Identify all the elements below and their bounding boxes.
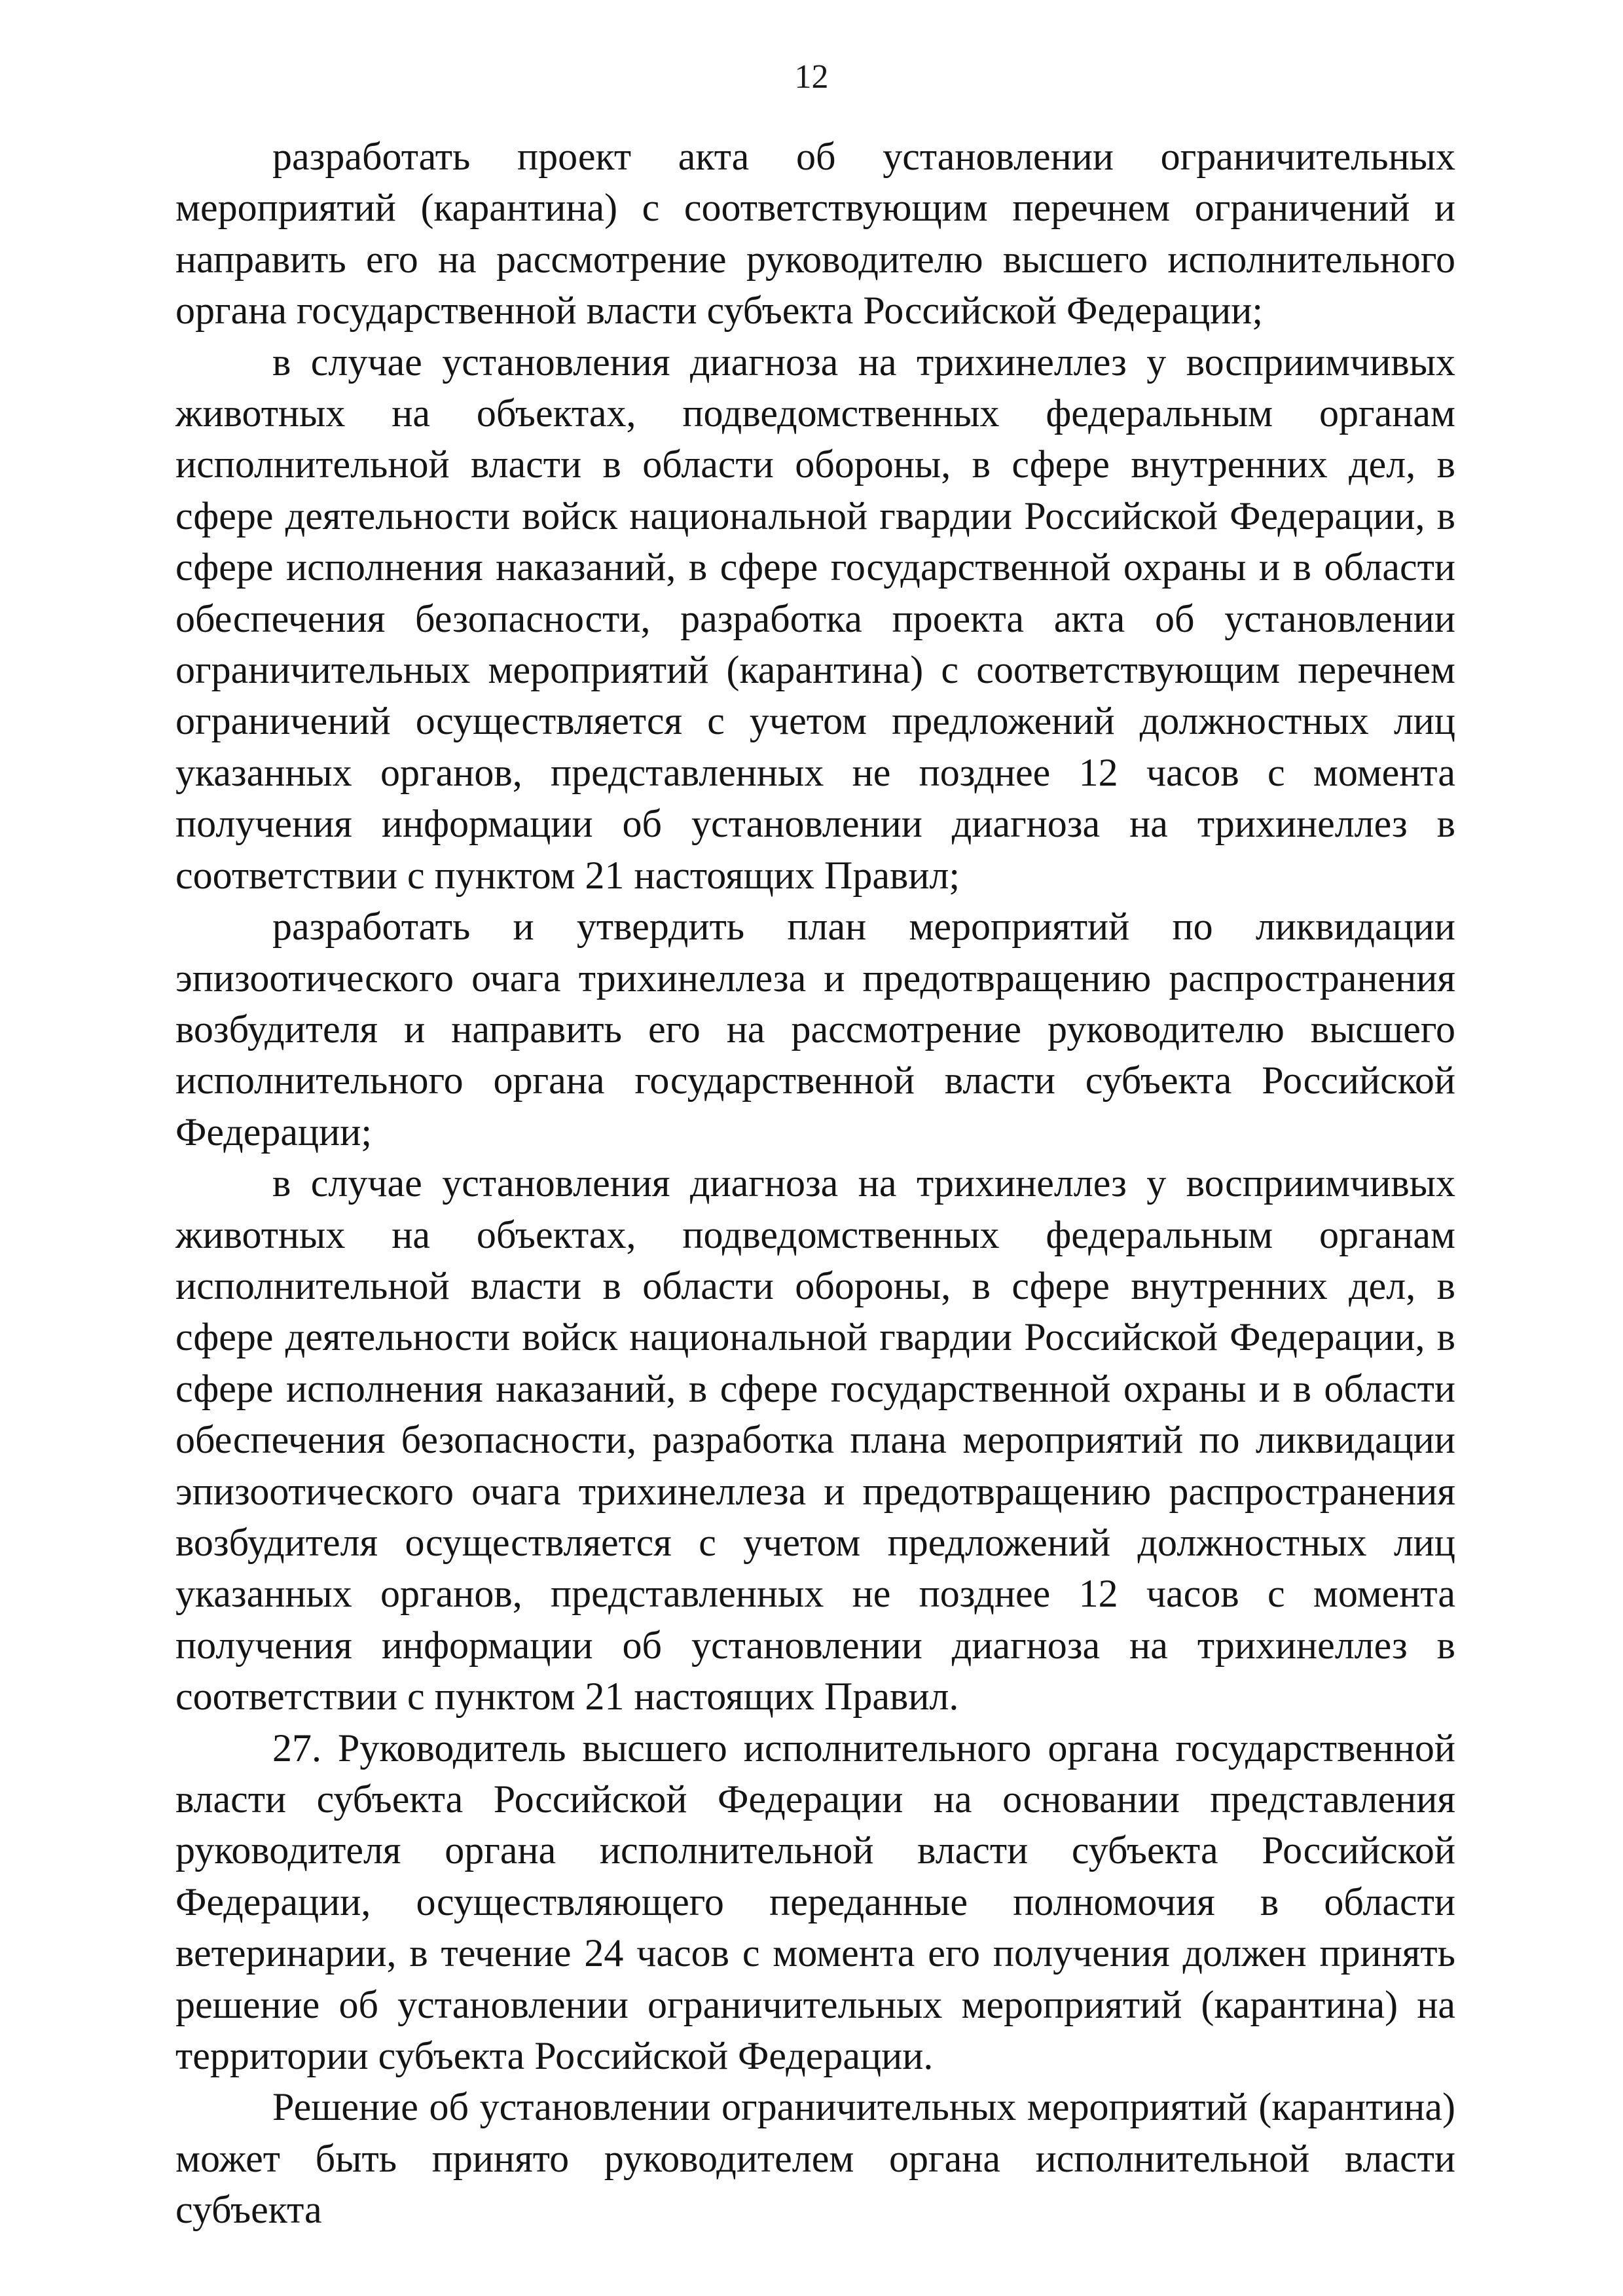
paragraph-federal-objects-quarantine-act: в случае установления диагноза на трихинеллез у восприимчивых животных на объектах, подведомственных федеральным органам исполнительной власти в области обороны, в сфере внутренних дел, в сфере деятельности войск национальной гвардии Российской Федерации, в сфере исполнения наказаний, в сфере государственной охраны и в области обеспечения безопасности, разработка проекта акта об установлении ограничительных мероприятий (карантина) с соответствующим перечнем ограничений осуществляется с учетом предложений должностных лиц указанных органов, представленных не позднее 12 часов с момента получения информации об установлении диагноза на трихинеллез в соответствии с пунктом 21 настоящих Правил; <box>175 340 1455 897</box>
paragraph-draft-quarantine-act: разработать проект акта об установлении ограничительных мероприятий (карантина) с соответствующим перечнем ограничений и направить его на рассмотрение руководителю высшего исполнительного органа государственной власти субъекта Российской Федерации; <box>175 135 1455 333</box>
paragraph-item-27: 27. Руководитель высшего исполнительного органа государственной власти субъекта Российской Федерации на основании представления руководителя органа исполнительной власти субъекта Российской Федерации, осуществляющего переданные полномочия в области ветеринарии, в течение 24 часов с момента его получения должен принять решение об установлении ограничительных мероприятий (карантина) на территории субъекта Российской Федерации. <box>175 1726 1455 2078</box>
paragraph-quarantine-decision: Решение об установлении ограничительных мероприятий (карантина) может быть принято руководителем органа исполнительной власти субъекта <box>175 2085 1455 2232</box>
document-body <box>175 131 1455 2236</box>
page-number: 12 <box>794 58 829 96</box>
paragraph-liquidation-plan: разработать и утвердить план мероприятий по ликвидации эпизоотического очага трихинеллеза и предотвращению распространения возбудителя и направить его на рассмотрение руководителю высшего исполнительного органа государственной власти субъекта Российской Федерации; <box>175 905 1455 1154</box>
paragraph-federal-objects-liquidation-plan: в случае установления диагноза на трихинеллез у восприимчивых животных на объектах, подведомственных федеральным органам исполнительной власти в области обороны, в сфере внутренних дел, в сфере деятельности войск национальной гвардии Российской Федерации, в сфере исполнения наказаний, в сфере государственной охраны и в области обеспечения безопасности, разработка плана мероприятий по ликвидации эпизоотического очага трихинеллеза и предотвращению распространения возбудителя осуществляется с учетом предложений должностных лиц указанных органов, представленных не позднее 12 часов с момента получения информации об установлении диагноза на трихинеллез в соответствии с пунктом 21 настоящих Правил. <box>175 1161 1455 1719</box>
